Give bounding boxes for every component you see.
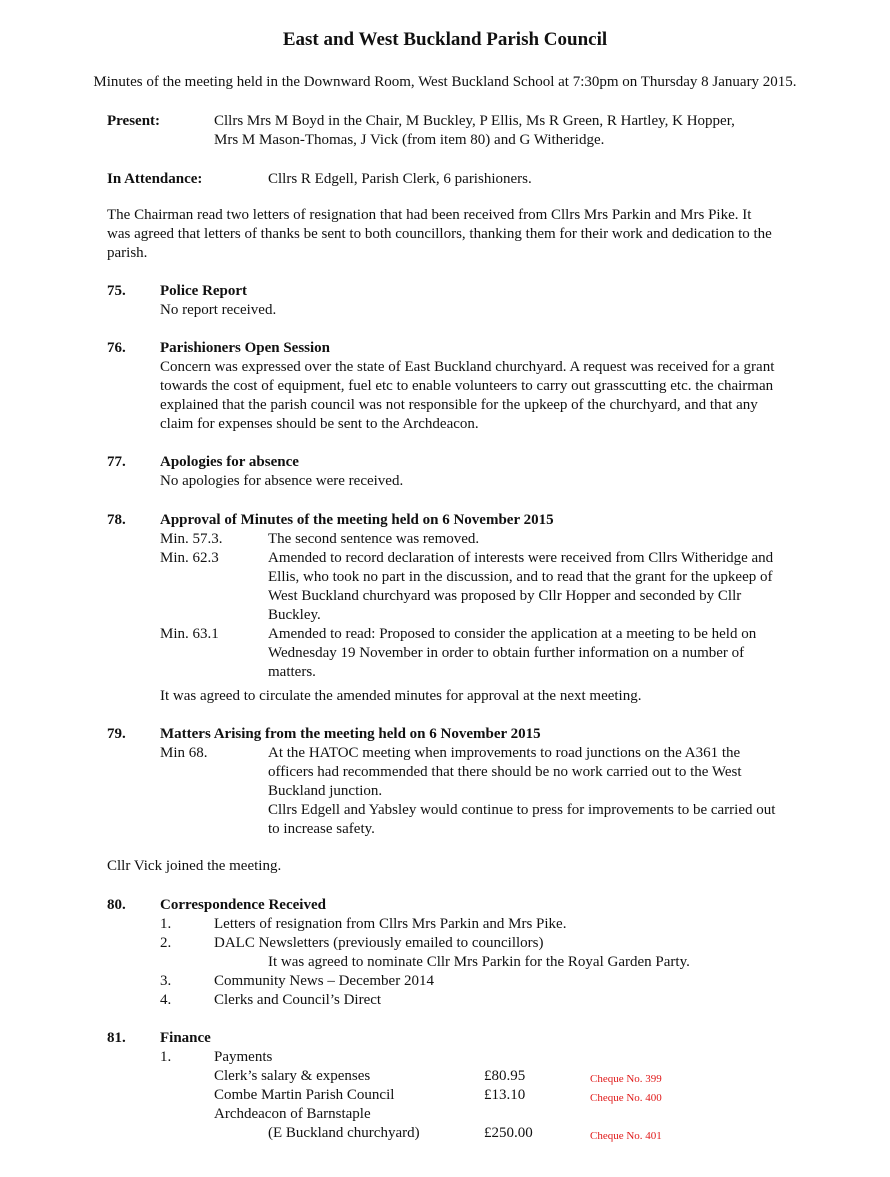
item-76-line-4: claim for expenses should be sent to the Archdeacon.	[160, 416, 479, 432]
payment-2-cheque: Cheque No. 400	[590, 1092, 662, 1104]
corr-3-number: 3.	[160, 973, 172, 989]
min-68-line-4: Cllrs Edgell and Yabsley would continue to press for improvements to be carried out	[268, 802, 776, 818]
corr-3-text: Community News – December 2014	[214, 973, 434, 989]
item-76-line-1: Concern was expressed over the state of East Buckland churchyard. A request was received for a grant	[160, 359, 775, 375]
corr-1-number: 1.	[160, 916, 172, 932]
corr-2-number: 2.	[160, 935, 172, 951]
item-76-line-3: explained that the parish council was not responsible for the upkeep of the churchyard, and that any	[160, 397, 758, 413]
item-78-heading: Approval of Minutes of the meeting held on 6 November 2015	[160, 512, 554, 528]
item-79-heading: Matters Arising from the meeting held on 6 November 2015	[160, 726, 541, 742]
min-63-1-line-1: Amended to read: Proposed to consider the application at a meeting to be held on	[268, 626, 757, 642]
intro-line-1: The Chairman read two letters of resignation that had been received from Cllrs Mrs Parkin and Mrs Pike. It	[107, 207, 752, 223]
min-68-line-1: At the HATOC meeting when improvements to road junctions on the A361 the	[268, 745, 741, 761]
item-80-heading: Correspondence Received	[160, 897, 326, 913]
payment-1-cheque: Cheque No. 399	[590, 1073, 662, 1085]
item-77-text: No apologies for absence were received.	[160, 473, 404, 489]
min-68-line-3: Buckland junction.	[268, 783, 383, 799]
payment-1-name: Clerk’s salary & expenses	[214, 1068, 371, 1084]
meeting-subtitle: Minutes of the meeting held in the Downward Room, West Buckland School at 7:30pm on Thursday 8 January 2015.	[93, 74, 797, 90]
item-75-number: 75.	[107, 283, 126, 299]
attendance-label: In Attendance:	[107, 171, 203, 187]
item-80-number: 80.	[107, 897, 126, 913]
payment-2-name: Combe Martin Parish Council	[214, 1087, 395, 1103]
present-line-1: Cllrs Mrs M Boyd in the Chair, M Buckley, P Ellis, Ms R Green, R Hartley, K Hopper,	[214, 113, 735, 129]
corr-2-note: It was agreed to nominate Cllr Mrs Parkin for the Royal Garden Party.	[268, 954, 690, 970]
intro-line-2: was agreed that letters of thanks be sent to both councillors, thanking them for their work and dedication to the	[107, 226, 772, 242]
min-68-ref: Min 68.	[160, 745, 208, 761]
attendance-value: Cllrs R Edgell, Parish Clerk, 6 parishioners.	[268, 171, 532, 187]
present-line-2: Mrs M Mason-Thomas, J Vick (from item 80) and G Witheridge.	[214, 132, 605, 148]
item-81-heading: Finance	[160, 1030, 211, 1046]
min-62-3-line-1: Amended to record declaration of interests were received from Cllrs Witheridge and	[268, 550, 774, 566]
min-68-line-5: to increase safety.	[268, 821, 375, 837]
min-68-line-2: officers had recommended that there should be no work carried out to the West	[268, 764, 742, 780]
payment-3-cheque: Cheque No. 401	[590, 1130, 662, 1142]
payments-label: Payments	[214, 1049, 273, 1065]
payments-number: 1.	[160, 1049, 172, 1065]
min-62-3-line-2: Ellis, who took no part in the discussion, and to read that the grant for the upkeep of	[268, 569, 773, 585]
page-title: East and West Buckland Parish Council	[282, 29, 608, 50]
min-62-3-line-4: Buckley.	[268, 607, 321, 623]
item-75-text: No report received.	[160, 302, 277, 318]
payment-3-amount: £250.00	[484, 1125, 533, 1141]
payment-2-amount: £13.10	[484, 1087, 526, 1103]
min-63-1-line-2: Wednesday 19 November in order to obtain further information on a number of	[268, 645, 745, 661]
item-76-heading: Parishioners Open Session	[160, 340, 331, 356]
min-57-3-text: The second sentence was removed.	[268, 531, 480, 547]
min-57-3-ref: Min. 57.3.	[160, 531, 223, 547]
payment-1-amount: £80.95	[484, 1068, 526, 1084]
item-79-number: 79.	[107, 726, 126, 742]
min-62-3-line-3: West Buckland churchyard was proposed by Cllr Hopper and seconded by Cllr	[268, 588, 742, 604]
min-63-1-ref: Min. 63.1	[160, 626, 219, 642]
item-78-number: 78.	[107, 512, 126, 528]
payment-3-subname: (E Buckland churchyard)	[268, 1125, 420, 1141]
corr-4-number: 4.	[160, 992, 172, 1008]
item-77-heading: Apologies for absence	[160, 454, 299, 470]
item-76-line-2: towards the cost of equipment, fuel etc to enable volunteers to carry out grasscutting etc. the chairman	[160, 378, 774, 394]
item-76-number: 76.	[107, 340, 126, 356]
payment-3-name: Archdeacon of Barnstaple	[214, 1106, 371, 1122]
min-62-3-ref: Min. 62.3	[160, 550, 219, 566]
corr-4-text: Clerks and Council’s Direct	[214, 992, 382, 1008]
item-78-closing: It was agreed to circulate the amended minutes for approval at the next meeting.	[160, 688, 642, 704]
intro-line-3: parish.	[107, 245, 148, 261]
min-63-1-line-3: matters.	[268, 664, 316, 680]
corr-2-text: DALC Newsletters (previously emailed to councillors)	[214, 935, 544, 951]
item-75-heading: Police Report	[160, 283, 248, 299]
vick-joined-note: Cllr Vick joined the meeting.	[107, 858, 282, 874]
item-81-number: 81.	[107, 1030, 126, 1046]
present-label: Present:	[107, 113, 161, 129]
item-77-number: 77.	[107, 454, 126, 470]
corr-1-text: Letters of resignation from Cllrs Mrs Parkin and Mrs Pike.	[214, 916, 567, 932]
